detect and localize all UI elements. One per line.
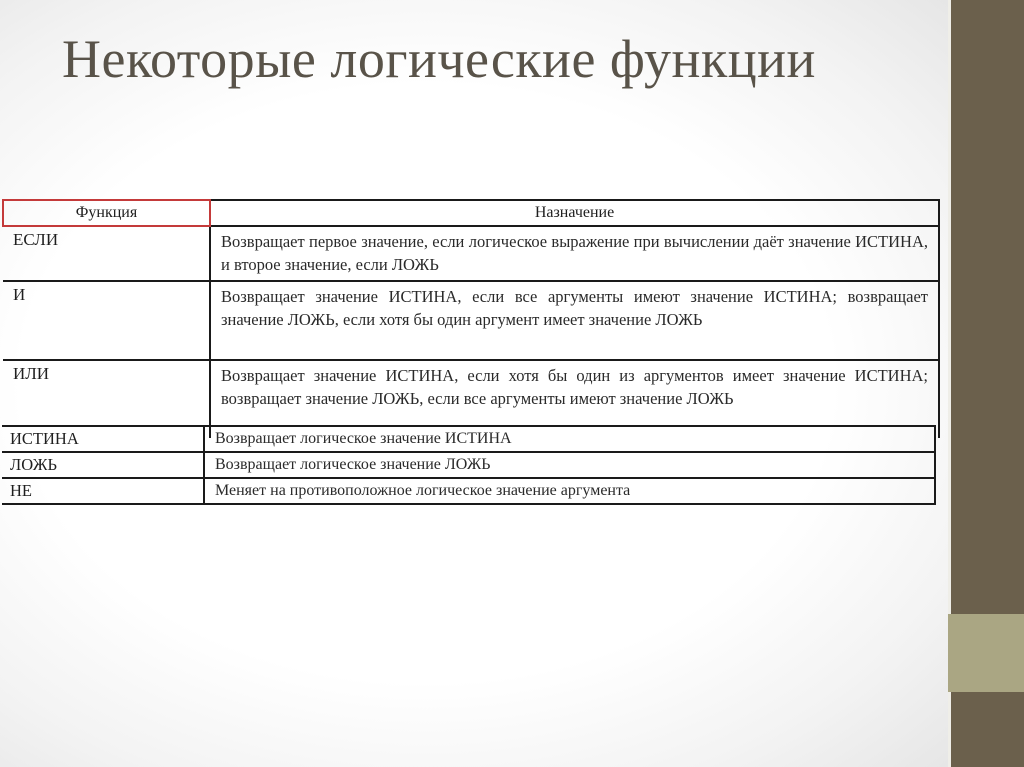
functions-table <box>2 199 940 438</box>
function-purpose: Меняет на противоположное логическое значение аргумента <box>204 478 935 504</box>
functions-table-continued <box>2 425 936 505</box>
table-row <box>3 281 939 360</box>
function-purpose: Возвращает логическое значение ИСТИНА <box>204 426 935 452</box>
function-name: ИСТИНА <box>2 426 204 452</box>
header-function: Функция <box>3 200 210 226</box>
function-name: НЕ <box>2 478 204 504</box>
function-name: ЛОЖЬ <box>2 452 204 478</box>
function-purpose: Возвращает первое значение, если логическое выражение при вычислении даёт значение ИСТИНА, и второе значение, если ЛОЖЬ <box>210 226 939 281</box>
function-purpose: Возвращает логическое значение ЛОЖЬ <box>204 452 935 478</box>
function-name: ИЛИ <box>13 364 50 383</box>
table-row <box>2 478 935 504</box>
function-name: ЕСЛИ <box>3 226 210 281</box>
table-row <box>2 452 935 478</box>
sidebar-accent-block <box>948 614 1024 692</box>
header-purpose: Назначение <box>210 200 939 226</box>
function-name: И <box>3 281 210 360</box>
slide-title: Некоторые логические функции <box>62 29 816 89</box>
table-row <box>2 426 935 452</box>
function-purpose: Возвращает значение ИСТИНА, если все аргументы имеют значение ИСТИНА; возвращает значение ЛОЖЬ, если хотя бы один аргумент имеет значение ЛОЖЬ <box>210 281 939 360</box>
table-row <box>3 226 939 281</box>
table-header-row <box>3 200 939 226</box>
function-purpose: Возвращает значение ИСТИНА, если хотя бы один из аргументов имеет значение ИСТИНА; возвращает значение ЛОЖЬ, если все аргументы имеют значение ЛОЖЬ <box>210 360 939 438</box>
